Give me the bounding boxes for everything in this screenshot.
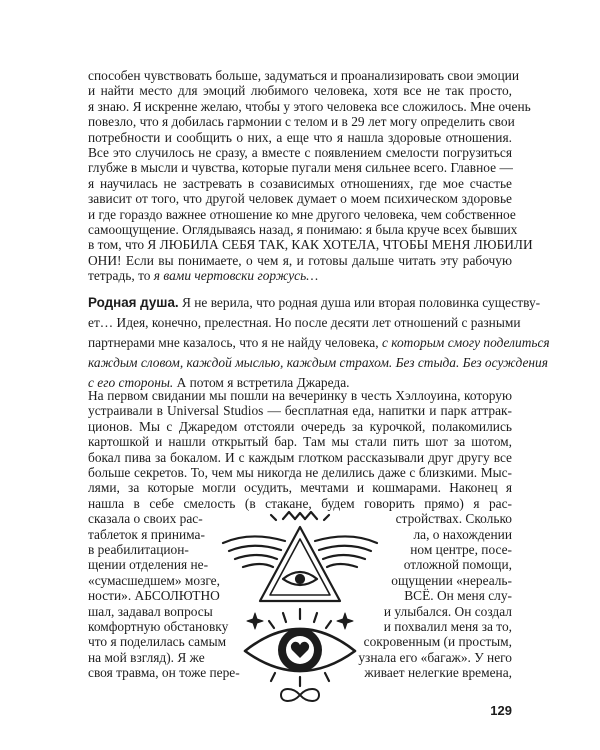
paragraph-1-line: глубже в мысли и чувства, которые пугали меня сильнее всего. Главное — [88,160,513,176]
wrapped-line-left: щении отделения не- [88,557,209,573]
paragraph-1-line: и где гораздо важнее отношение ко мне другого человека, чем собственное [88,206,516,222]
paragraph-3-line: ционов. Мы с Джаредом отстояли очередь за курочкой, полакомились [88,418,512,434]
paragraph-3-line: устраивали в Universal Studios — бесплатная еда, напитки и парк аттрак- [88,403,512,419]
paragraph-1-line: ОНИ! Если вы понимаете, о чем я, и готовы дальше читать эту рабочую [88,252,512,268]
paragraph-1-line: в том, что Я ЛЮБИЛА СЕБЯ ТАК, КАК ХОТЕЛА, ЧТОБЫ МЕНЯ ЛЮБИЛИ [88,237,533,253]
wrapped-line-left: таблеток я принима- [88,526,205,542]
wrapped-line-left: в реабилитацион- [88,542,189,557]
wrapped-line-right: и улыбался. Он создал [383,603,512,619]
wrapped-line-left: ности». АБСОЛЮТНО [88,588,220,604]
wrapped-line-left: шал, задавал вопросы [88,603,213,619]
section-heading: Родная душа. [88,295,179,310]
paragraph-3-line: бокал пива за бокалом. И с каждым глотком рассказывали друг другу все [88,449,512,465]
paragraph-3-line: картошкой и нашли открытый бар. Там мы стали пить шот за шотом, [88,434,512,450]
text-italic: каждым словом, каждой мыслью, каждым страхом. Без стыда. Без осуждения [88,355,548,370]
paragraph-2-line-3 [88,333,550,353]
wrapped-line-right: сокровенным (и простым, [363,634,512,650]
wrapped-line-left: на мой взгляд). Я же [88,649,205,665]
paragraph-1-line: я знаю. Я искренне желаю, чтобы у этого человека все сложилось. Мне очень [88,98,531,114]
paragraph-3-line: лями, за которые могли осудить, мечтами и кошмарами. Наконец я [88,480,512,496]
wrapped-line-right: ощущении «нереаль- [391,572,512,588]
text-plain: тетрадь, то [88,268,154,284]
text-plain: А потом я встретила Джареда. [173,375,350,390]
all-seeing-eye-emblem-icon [215,505,385,705]
wrapped-line-left: сказала о своих рас- [88,511,203,527]
page-number: 129 [490,703,512,718]
wrapped-line-right: ВСЁ. Он меня слу- [404,588,512,604]
wrapped-line-left: что я поделилась самым [88,634,227,650]
wrapped-line-right: узнала его «багаж». У него [358,649,512,665]
text-italic: с которым смогу поделиться [381,335,550,350]
wrapped-line-left: комфортную обстановку [88,619,229,634]
paragraph-2-line-2: ет… Идея, конечно, прелестная. Но после десяти лет отношений с разными [88,315,521,330]
text-plain: партнерами мне казалось, что я не найду человека, [88,335,382,350]
wrapped-line-right: стройствах. Сколько [395,511,512,527]
paragraph-3-line: больше секретов. То, чем мы никогда не делились даже с близкими. Мыс- [88,465,512,480]
paragraph-2-line-4 [88,353,548,373]
paragraph-1-line: Все это случилось не сразу, а вместе с появлением смелости погрузиться [88,145,512,160]
paragraph-1-line: повезло, что я добилась гармонии с телом и в 29 лет могу определить свои [88,114,515,130]
wrapped-line-right: ном центре, посе- [410,542,512,557]
wrapped-line-right: и похвалил меня за то, [383,619,512,634]
wrapped-line-right: живает нелегкие времена, [364,665,512,681]
paragraph-1-line: потребности и сообщить о них, а еще что я нашла здоровые отношения. [88,129,512,145]
text-plain: Я не верила, что родная душа или вторая половинка существу- [178,295,541,310]
paragraph-1-line: зависит от того, что другой человек думает о моем психическом здоровье [88,191,512,207]
wrapped-line-right: отложной помощи, [403,557,512,573]
paragraph-1-line: способен чувствовать больше, задуматься и проанализировать свои эмоции [88,68,520,83]
paragraph-1-last-line [88,266,318,286]
wrapped-line-left: своя травма, он тоже пере- [88,665,240,681]
paragraph-2-line-1 [88,293,541,313]
paragraph-3-line: На первом свидании мы пошли на вечеринку в честь Хэллоуина, которую [88,388,512,403]
paragraph-1-line: и найти место для эмоций любимого человека, хотя все не так просто, [88,83,512,99]
paragraph-3-line: нашла в себе смелость (в стакане, будем говорить прямо) я рас- [88,495,512,511]
paragraph-1-line: я научилась не застревать в созависимых отношениях, где мое счастье [88,175,512,191]
paragraph-1-line: самоощущение. Оглядываясь назад, я понимаю: я была круче всех бывших [88,222,518,237]
wrapped-line-right: ла, о нахождении [413,526,512,542]
wrapped-line-left: «сумасшедшем» мозге, [88,572,220,588]
text-italic: я вами чертовски горжусь… [153,268,319,284]
text-italic: с его стороны. [88,375,174,390]
